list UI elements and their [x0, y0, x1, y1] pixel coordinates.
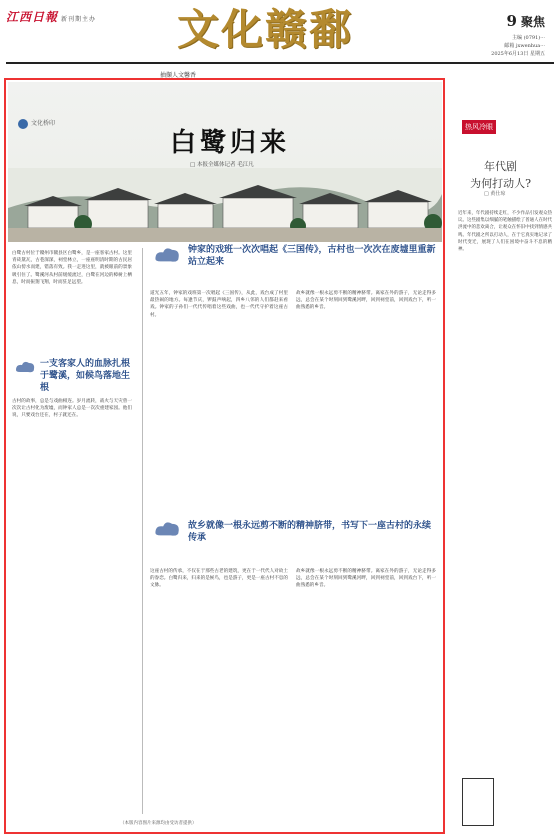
feature-title: 白鹭归来: [170, 128, 291, 158]
section-label: 抽撷人文馨香: [160, 72, 197, 79]
body-column: 古村的故事，总是与戏曲相连。岁月流转，战火与天灾曾一次次让古村化为废墟，而钟家人总是一次次重建家园。他们说，只要戏台还在，村子就还在。: [12, 399, 132, 419]
body-column: 道光五年，钟家的戏班第一次唱起《三国传》，从此，戏台成了村里最热闹的地方。每逢节庆，锣鼓声响起，四乡八邻的人们都赶来看戏。钟家的子孙们一代代传唱着这些戏曲，也一代代守护着这座古村。: [150, 291, 288, 318]
masthead-rule: [6, 62, 554, 64]
sidebar-author: □ 黄仕琼: [484, 191, 506, 197]
page-section: 聚焦: [520, 15, 545, 29]
body-column: 这座古村的传承，不仅在于那些古老的建筑，更在于一代代人对故土的眷恋。白鹭归来，归来的是候鸟，也是游子，更是一座古村不息的文脉。: [150, 569, 288, 589]
sidebar-body: 近年来，年代剧持续走红，不少作品引发观众热议。这些剧集以细腻的笔触描绘了普通人在时代洪流中的悲欢离合，让观众在怀旧中找到情感共鸣。年代剧之所以打动人，在于它真实地记录了时代变迁，展现了人们在困境中奋斗不息的精神。: [458, 211, 552, 253]
feature-logo-text: 文化桥印: [31, 120, 56, 127]
column-divider: [142, 248, 143, 814]
body-column: 白鹭古村位于赣州市赣县区白鹭乡，是一座客家古村。这里青砖黛瓦，古巷深深，祠堂林立，一座座明清时期的古民居依山傍水而建，错落有致。我一走进这里，就被眼前的景象吸引住了。鹭溪河从村前缓缓流过，白鹭在河边的樟树上栖息，时而振翅飞翔，时而驻足远望。: [12, 251, 132, 285]
page-number-value: 9: [506, 12, 517, 30]
subhead: 一支客家人的血脉扎根于鹭溪，如候鸟落地生根: [40, 359, 131, 393]
sidebar-title-line: 为何打动人?: [470, 177, 531, 190]
paper-sub: 新刊期主办: [61, 16, 97, 23]
cloud-ornament-icon: [152, 520, 182, 538]
footer-note: （本版内容图片来源均由受访者提供）: [120, 821, 197, 826]
cloud-ornament-icon: [152, 246, 182, 264]
sidebar-title: [470, 158, 531, 192]
hot-tag: 热风冷眼: [462, 120, 496, 134]
cloud-ornament-icon: [14, 360, 36, 374]
subhead: 故乡就像一根永远剪不断的精神脐带，书写下一座古村的永续传承: [188, 521, 432, 543]
meta-line: 主编 (0791)···: [512, 35, 545, 41]
meta-line: 邮箱 jxwenhua···: [504, 43, 545, 49]
issue-date: 2025年6月13日 星期五: [491, 51, 545, 57]
body-column: 故乡就像一根永远剪不断的精神脐带。离家在外的游子，无论走得多远，总会在某个时刻回到鹭溪河畔，回到祠堂前，回到戏台下，听一曲熟悉的乡音。: [296, 291, 436, 311]
body-column: 故乡就像一根永远剪不断的精神脐带。离家在外的游子，无论走得多远，总会在某个时刻回到鹭溪河畔，回到祠堂前，回到戏台下，听一曲熟悉的乡音。: [296, 569, 436, 589]
page-number: [507, 12, 545, 30]
column-title: 文化赣鄱: [176, 5, 353, 54]
qr-code-icon: [462, 778, 494, 826]
paper-name: 江西日報: [6, 10, 59, 24]
sidebar-title-line: 年代剧: [484, 160, 518, 173]
newspaper-logo: [6, 8, 96, 25]
subhead: 钟家的戏班一次次唱起《三国传》，古村也一次次在废墟里重新站立起来: [188, 245, 436, 267]
byline: □ 本报全媒体记者 毛江凡: [190, 162, 254, 168]
